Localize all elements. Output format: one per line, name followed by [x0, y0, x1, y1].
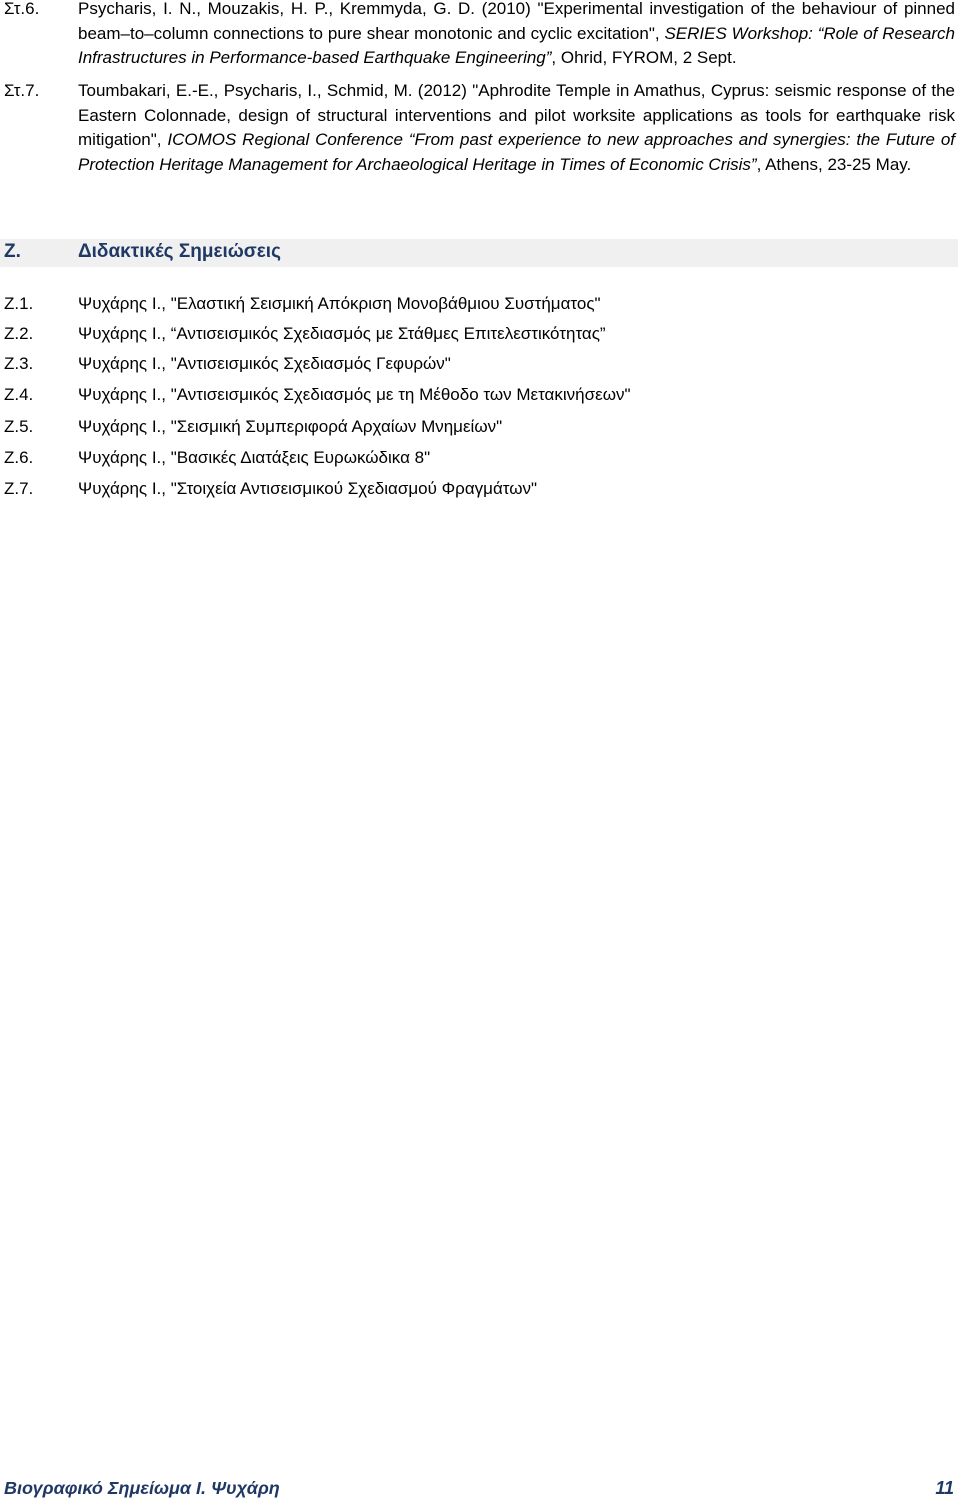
reference-authors: Psycharis, I. N., Mouzakis, H. P., Kremmyda, G. D. [78, 0, 475, 18]
reference-venue: ICOMOS Regional Conference “From past experience to new approaches and synergies: the Future of Protection Heritage Management for Archaeological Heritage in Times of Economic Crisis” [78, 130, 955, 174]
reference-tail: , Athens, 23-25 May. [756, 154, 912, 174]
list-item-number: Ζ.7. [4, 479, 34, 498]
list-item [0, 291, 960, 317]
list-item [0, 321, 960, 347]
list-item [0, 351, 960, 377]
list-item [0, 476, 960, 502]
reference-title: (2012) "Aphrodite Temple in Amathus, Cyprus: seismic response of the Eastern Colonnade, design of structural interventions and pilot worksite applications as tools for earthquake risk mitigation", [78, 81, 956, 149]
reference-item [0, 0, 960, 71]
list-item-text: Ψυχάρης Ι., "Βασικές Διατάξεις Ευρωκώδικα 8" [78, 448, 431, 467]
reference-item [0, 79, 960, 177]
list-item-text: Ψυχάρης Ι., "Αντισεισμικός Σχεδιασμός Γεφυρών" [78, 354, 451, 373]
list-item-text: Ψυχάρης Ι., "Ελαστική Σεισμική Απόκριση Μονοβάθμιου Συστήματος" [78, 294, 601, 313]
section-title: Διδακτικές Σημειώσεις [78, 241, 281, 262]
footer-title: Βιογραφικό Σημείωμα Ι. Ψυχάρη [4, 1478, 280, 1498]
reference-title: (2010) "Experimental investigation of the behaviour of pinned beam–to–column connections to pure shear monotonic and cyclic excitation", [78, 0, 955, 43]
reference-text [78, 0, 955, 71]
list-item-text: Ψυχάρης Ι., "Σεισμική Συμπεριφορά Αρχαίων Μνημείων" [78, 417, 503, 436]
list-item-number: Ζ.1. [4, 294, 34, 313]
list-item [0, 445, 960, 471]
reference-authors: Toumbakari, E.-E., Psycharis, I., Schmid, M. [78, 81, 413, 100]
reference-number: Στ.6. [4, 0, 40, 18]
list-item-text: Ψυχάρης Ι., "Αντισεισμικός Σχεδιασμός με τη Μέθοδο των Μετακινήσεων" [78, 385, 631, 404]
list-item-number: Ζ.5. [4, 417, 34, 436]
list-item-number: Ζ.3. [4, 354, 34, 373]
list-item-number: Ζ.2. [4, 324, 34, 343]
list-item [0, 382, 960, 408]
reference-number: Στ.7. [4, 81, 40, 100]
list-item-text: Ψυχάρης Ι., "Στοιχεία Αντισεισμικού Σχεδιασμού Φραγμάτων" [78, 479, 538, 498]
page-number: 11 [935, 1478, 954, 1498]
list-item-number: Ζ.6. [4, 448, 34, 467]
section-number: Ζ. [4, 241, 21, 262]
list-item [0, 414, 960, 440]
section-heading [0, 239, 958, 267]
reference-venue: SERIES Workshop: “Role of Research Infrastructures in Performance-based Earthquake Engineering” [78, 23, 955, 67]
list-item-number: Ζ.4. [4, 385, 34, 404]
reference-tail: , Ohrid, FYROM, 2 Sept. [551, 48, 737, 67]
list-item-text: Ψυχάρης Ι., “Αντισεισμικός Σχεδιασμός με Στάθμες Επιτελεστικότητας” [78, 324, 606, 343]
reference-text [78, 79, 955, 177]
